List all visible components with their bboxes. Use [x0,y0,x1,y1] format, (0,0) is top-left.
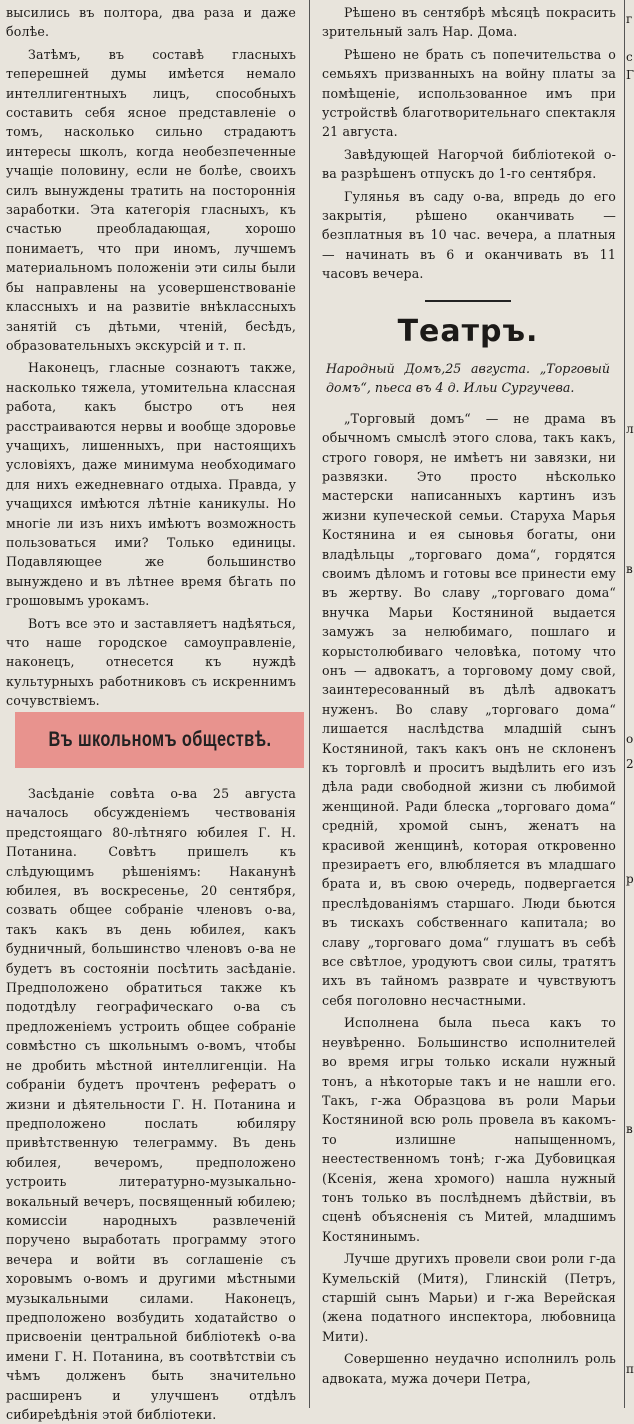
text-fragment: в [626,1122,633,1136]
section-heading-school-society [15,712,304,768]
text-fragment: 2 [626,757,634,771]
paragraph: Совершенно неудачно исполнилъ роль адвоката, мужа дочери Петра, [322,1351,616,1386]
paragraph: Наконецъ, гласные сознаютъ также, насколько тяжела, утомительна классная работа, какъ быстро отъ нея расстраиваются нервы и вообще здоровье учащихъ, лишенныхъ, при настоящихъ условіяхъ, даже минимума необходимаго для нихъ ежедневнаго отдыха. Правда, у учащихся имѣются лѣтніе каникулы. Но многіе ли изъ нихъ имѣютъ возможность пользоваться ими? Только единицы. Подавляющее же большинство вынуждено и въ лѣтнее время бѣгать по грошовымъ урокамъ. [6,360,296,609]
text-fragment: р [626,872,634,886]
paragraph: Рѣшено въ сентябрѣ мѣсяцѣ покрасить зрительный залъ Нар. Дома. [322,5,616,40]
paragraph: Завѣдующей Нагорчой библіотекой о-ва разрѣшенъ отпускъ до 1-го сентября. [322,146,616,182]
left-article-continuation [6,3,296,711]
paragraph: Вотъ все это и заставляетъ надѣяться, что наше городское самоуправленіе, наконецъ, отнесется къ нуждѣ культурныхъ работниковъ съ искреннимъ сочувствіемъ. [6,615,296,709]
column-divider [309,0,310,1408]
section-title: Театръ. [397,313,539,349]
text-fragment: л [626,422,634,436]
paragraph: Затѣмъ, въ составѣ гласныхъ теперешней думы имѣется немало интеллигентныхъ лицъ, способныхъ составить себя ясное представленіе о томъ, насколько сильно страдаютъ интересы школъ, когда необезпеченные учащіе половину, если не болѣе, своихъ силъ вынуждены тратить на постороннія заработки. Эта категорія гласныхъ, къ счастью преобладающая, хорошо понимаетъ, что при иномъ, лучшемъ материальномъ положеніи эти силы были бы направлены на усовершенствованіе классныхъ и на развитіе внѣклассныхъ занятій съ дѣтьми, чтеній, бесѣдъ, образовательныхъ экскурсій и т. п. [6,46,296,353]
section-title: Въ школьномъ обществѣ. [47,728,272,751]
left-column [0,0,302,756]
text-fragment: с [626,50,633,64]
middle-column [316,0,620,1388]
school-society-article [0,784,302,1424]
paragraph: Исполнена была пьеса какъ то неувѣренно. Большинство исполнителей во время игры только искали нужный тонъ, а нѣкоторые такъ и не нашли его. Такъ, г-жа Образцова въ роли Марьи Костяниной всю роль провела въ какомъ-то излишне напыщенномъ, неестественномъ тонѣ; г-жа Дубовицкая (Ксенія, жена хромого) нашла нужный тонъ только въ послѣднемъ дѣйствіи, въ сценѣ объясненія съ Митей, младшимъ Костянинымъ. [322,1015,616,1244]
society-decisions [322,3,616,284]
article-body [6,784,296,1424]
separator-rule [425,300,511,302]
paragraph: Гулянья въ саду о-ва, впредь до его закрытія, рѣшено оканчивать — безплатныя въ 10 час. вечера, а платныя — начинать въ 6 и оканчивать въ 11 часовъ вечера. [322,188,616,282]
theatre-review-body [322,409,616,1388]
review-subheading: Народный Домъ,25 августа. „Торговый домъ“, пьеса въ 4 д. Ильи Сургучева. [326,360,610,395]
text-fragment: в [626,562,633,576]
paragraph: Засѣданіе совѣта о-ва 25 августа началось обсужденіемъ чествованія предстоящаго 80-лѣтняго юбилея Г. Н. Потанина. Совѣтъ пришелъ къ слѣдующимъ рѣшеніямъ: Наканунѣ юбилея, въ воскресенье, 20 сентября, созвать общее собраніе членовъ о-ва, такъ какъ въ день юбилея, какъ будничный, большинство членовъ о-ва не будетъ въ состояніи посѣтить засѣданіе. Предположено обратиться также къ подотдѣлу географическаго о-ва съ предложеніемъ устроить общее собраніе совмѣстно съ школьнымъ о-вомъ, чтобы не дробить мѣстной интеллигенціи. На собраніи будетъ прочтенъ рефератъ о жизни и дѣятельности Г. Н. Потанина и предположено послать юбиляру привѣтственную телеграмму. Въ день юбилея, вечеромъ, предположено устроить литературно-музыкально-вокальный вечеръ, посвященный юбилею; комиссіи народныхъ развлеченій поручено выработать программу этого вечера и войти въ соглашеніе съ хоровымъ о-вомъ и другими мѣстными музыкальными силами. Наконецъ, предположено возбудить ходатайство о присвоеніи центральной библіотекѣ о-ва имени Г. Н. Потанина, въ соотвѣтствіи съ чѣмъ долженъ быть значительно расширенъ и улучшенъ отдѣлъ сибиреѣдѣнія этой библіотеки. [6,786,296,1422]
column-divider [624,0,625,1408]
text-fragment: о [626,732,634,746]
paragraph: Рѣшено не брать съ попечительства о семьяхъ призванныхъ на войну платы за помѣщеніе, использованное имъ при устройствѣ благотворительнаго спектакля 21 августа. [322,46,616,140]
paragraph: Лучше другихъ провели свои роли г-да Кумельскій (Митя), Глинскій (Петръ, старшій сынъ Марьи) и г-жа Верейская (жена податного инспектора, любовница Мити). [322,1251,616,1344]
text-fragment: п [626,1362,634,1376]
paragraph: высились въ полтора, два раза и даже болѣе. [6,5,296,40]
paragraph: „Торговый домъ“ — не драма въ обычномъ смыслѣ этого слова, такъ какъ, строго говоря, не имѣетъ ни завязки, ни развязки. Это просто нѣсколько мастерски написанныхъ картинъ изъ жизни купеческой семьи. Старуха Марья Костянина и ея сыновья богаты, они владѣльцы „торговаго дома“, гордятся своимъ дѣломъ и готовы все принести ему въ жертву. Во славу „торговаго дома“ внучка Марьи Костяниной выдается замужъ за нелюбимаго, пошлаго и корыстолюбиваго человѣка, потому что онъ — адвокатъ, а торговому дому свой, заинтересованный въ дѣлѣ адвокатъ нуженъ. Во славу „торговаго дома“ лишается наслѣдства младшій сынъ Костяниной, такъ какъ онъ не склоненъ къ торговлѣ и проситъ выдѣлить его изъ дѣла ради свободной жизни съ любимой женщиной. Ради блеска „торговаго дома“ средній, хромой сынъ, женатъ на красивой женщинѣ, которая откровенно презираетъ его, влюбляется въ младшаго брата и, въ свою очередь, подвергается преслѣдованіямъ старшаго. Люди бьются въ тискахъ собственнаго капитала; во славу „торговаго дома“ глушатъ въ себѣ все свѣтлое, уродуютъ свои силы, тратятъ ихъ въ тайномъ разврате и чувствуютъ себя поголовно несчастными. [322,410,616,1008]
text-fragment: Г [626,68,634,82]
text-fragment: г [626,12,633,26]
